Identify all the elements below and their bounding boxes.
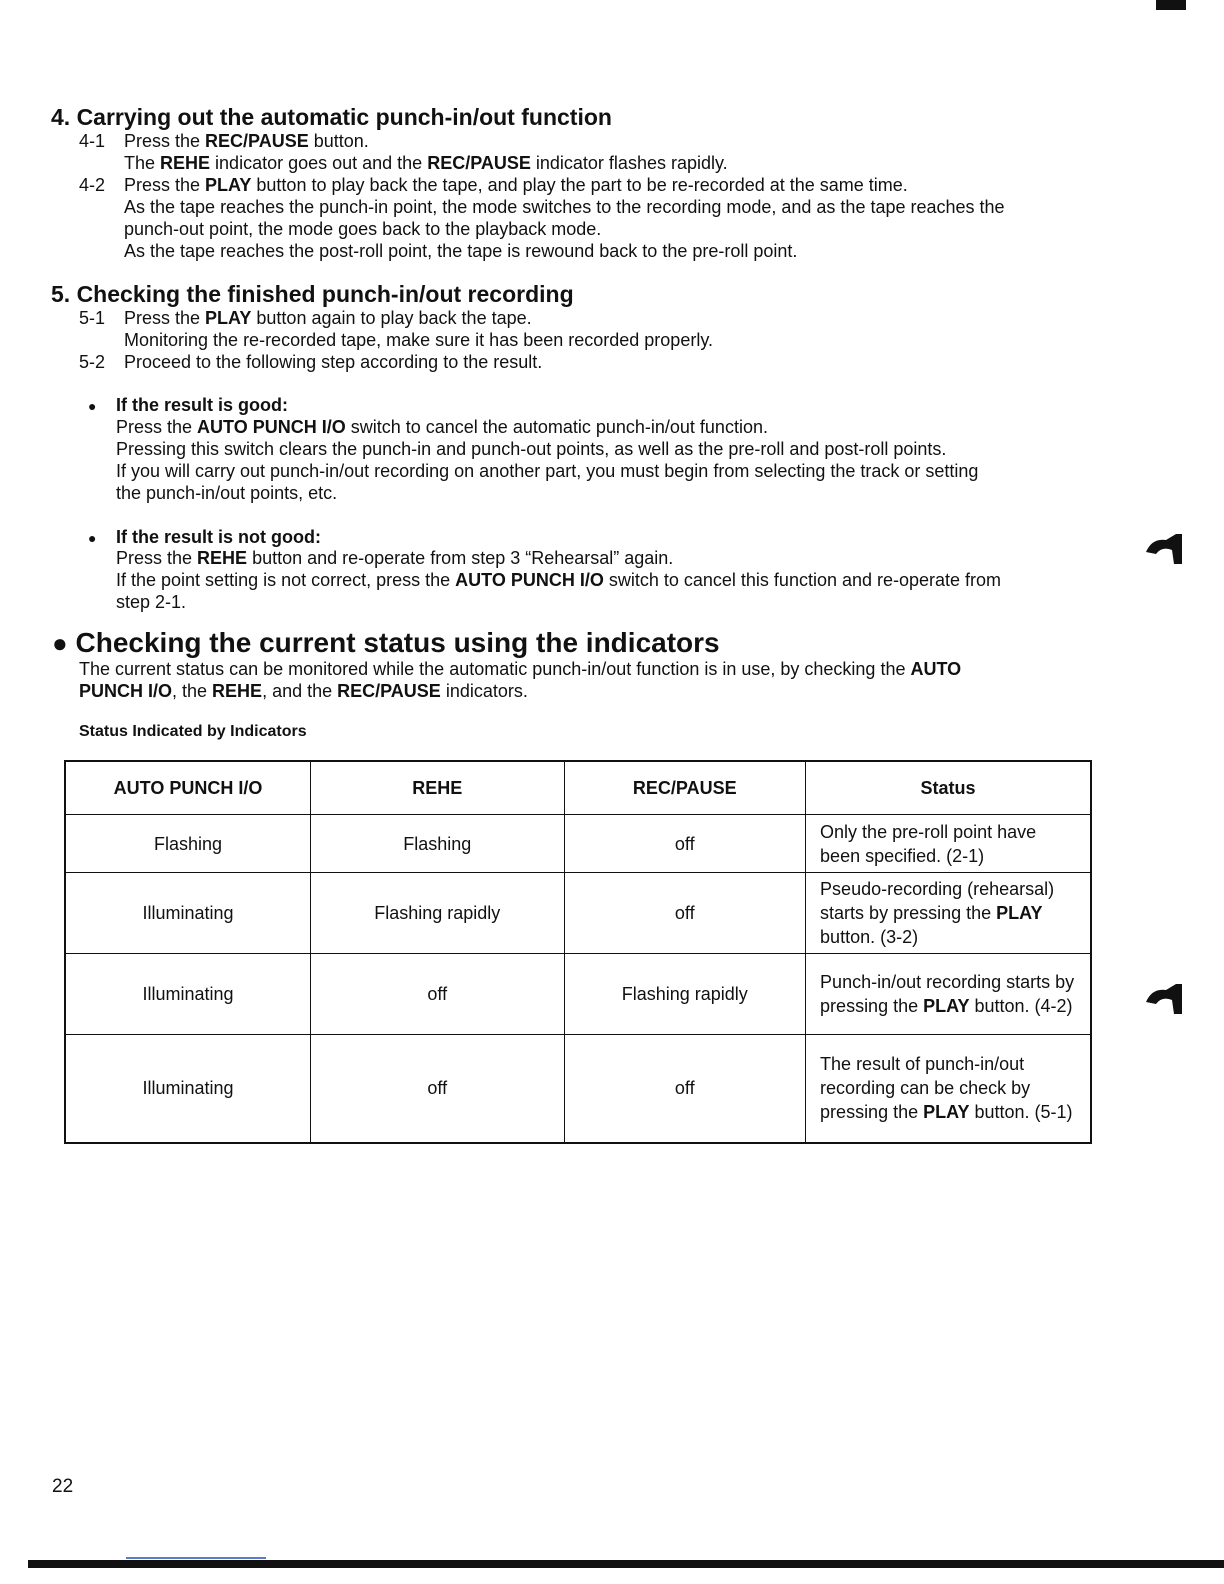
step-5-2-text: Proceed to the following step according to the result. bbox=[124, 352, 543, 372]
step-4-1-text: Press the REC/PAUSE button. bbox=[124, 131, 369, 151]
indicators-title: ● Checking the current status using the indicators bbox=[52, 627, 720, 658]
header-auto-punch: AUTO PUNCH I/O bbox=[65, 761, 311, 815]
good-result-line-1: Press the AUTO PUNCH I/O switch to cancel the automatic punch-in/out function. bbox=[116, 417, 768, 437]
bullet-icon: ● bbox=[52, 628, 68, 658]
bad-result-line-1: Press the REHE button and re-operate from step 3 “Rehearsal” again. bbox=[116, 548, 674, 568]
footer-accent-line bbox=[126, 1557, 266, 1559]
bullet-icon: ● bbox=[88, 530, 97, 546]
corner-registration-mark bbox=[1156, 0, 1186, 10]
cell-status: Punch-in/out recording starts by pressing the PLAY button. (4-2) bbox=[806, 954, 1091, 1035]
bad-result-line-3: step 2-1. bbox=[116, 592, 187, 612]
section-4-title: 4. Carrying out the automatic punch-in/out function bbox=[51, 104, 612, 130]
step-4-1-detail: The REHE indicator goes out and the REC/PAUSE indicator flashes rapidly. bbox=[124, 153, 728, 173]
step-5-1-number: 5-1 bbox=[79, 308, 106, 328]
bad-result-heading: If the result is not good: bbox=[116, 527, 321, 547]
table-row bbox=[65, 815, 1091, 873]
step-5-1-text: Press the PLAY button again to play back the tape. bbox=[124, 308, 532, 328]
table-row bbox=[65, 1035, 1091, 1143]
margin-tab-mark-icon bbox=[1142, 980, 1184, 1016]
cell-rec-pause: off bbox=[564, 873, 806, 954]
header-rec-pause: REC/PAUSE bbox=[564, 761, 806, 815]
cell-auto-punch: Illuminating bbox=[65, 873, 311, 954]
step-4-2-text: Press the PLAY button to play back the tape, and play the part to be re-recorded at the same time. bbox=[124, 175, 908, 195]
table-header-row bbox=[65, 761, 1091, 815]
step-4-2-detail-3: As the tape reaches the post-roll point, the tape is rewound back to the pre-roll point. bbox=[124, 241, 798, 261]
step-5-2-number: 5-2 bbox=[79, 352, 106, 372]
page-number: 22 bbox=[52, 1476, 74, 1497]
cell-status: Pseudo-recording (rehearsal) starts by pressing the PLAY button. (3-2) bbox=[806, 873, 1091, 954]
cell-auto-punch: Illuminating bbox=[65, 1035, 311, 1143]
cell-rec-pause: off bbox=[564, 815, 806, 873]
cell-rehe: Flashing rapidly bbox=[311, 873, 564, 954]
header-rehe: REHE bbox=[311, 761, 564, 815]
cell-rehe: off bbox=[311, 954, 564, 1035]
table-row bbox=[65, 954, 1091, 1035]
step-4-1-number: 4-1 bbox=[79, 131, 106, 151]
cell-rec-pause: Flashing rapidly bbox=[564, 954, 806, 1035]
cell-status: The result of punch-in/out recording can be check by pressing the PLAY button. (5-1) bbox=[806, 1035, 1091, 1143]
step-5-1-detail: Monitoring the re-recorded tape, make sure it has been recorded properly. bbox=[124, 330, 713, 350]
cell-auto-punch: Illuminating bbox=[65, 954, 311, 1035]
footer-bar bbox=[28, 1560, 1224, 1568]
header-status: Status bbox=[806, 761, 1091, 815]
cell-rec-pause: off bbox=[564, 1035, 806, 1143]
margin-tab-mark-icon bbox=[1142, 530, 1184, 566]
good-result-heading: If the result is good: bbox=[116, 395, 289, 415]
status-table bbox=[64, 760, 1092, 1144]
indicators-intro-line-1: The current status can be monitored while the automatic punch-in/out function is in use, by checking the AUTO bbox=[79, 659, 962, 679]
step-4-2-number: 4-2 bbox=[79, 175, 106, 195]
cell-status: Only the pre-roll point have been specified. (2-1) bbox=[806, 815, 1091, 873]
section-5-title: 5. Checking the finished punch-in/out recording bbox=[51, 281, 574, 307]
cell-rehe: Flashing bbox=[311, 815, 564, 873]
step-4-2-detail-2: punch-out point, the mode goes back to the playback mode. bbox=[124, 219, 602, 239]
cell-rehe: off bbox=[311, 1035, 564, 1143]
table-row bbox=[65, 873, 1091, 954]
step-4-2-detail-1: As the tape reaches the punch-in point, the mode switches to the recording mode, and as the tape reaches the bbox=[124, 197, 1005, 217]
cell-auto-punch: Flashing bbox=[65, 815, 311, 873]
good-result-line-2: Pressing this switch clears the punch-in and punch-out points, as well as the pre-roll and post-roll points. bbox=[116, 439, 947, 459]
bullet-icon: ● bbox=[88, 398, 97, 414]
bad-result-line-2: If the point setting is not correct, press the AUTO PUNCH I/O switch to cancel this function and re-operate from bbox=[116, 570, 1002, 590]
table-caption: Status Indicated by Indicators bbox=[79, 723, 307, 740]
indicators-intro-line-2: PUNCH I/O, the REHE, and the REC/PAUSE indicators. bbox=[79, 681, 528, 701]
good-result-line-4: the punch-in/out points, etc. bbox=[116, 483, 338, 503]
good-result-line-3: If you will carry out punch-in/out recording on another part, you must begin from selecting the track or setting bbox=[116, 461, 979, 481]
